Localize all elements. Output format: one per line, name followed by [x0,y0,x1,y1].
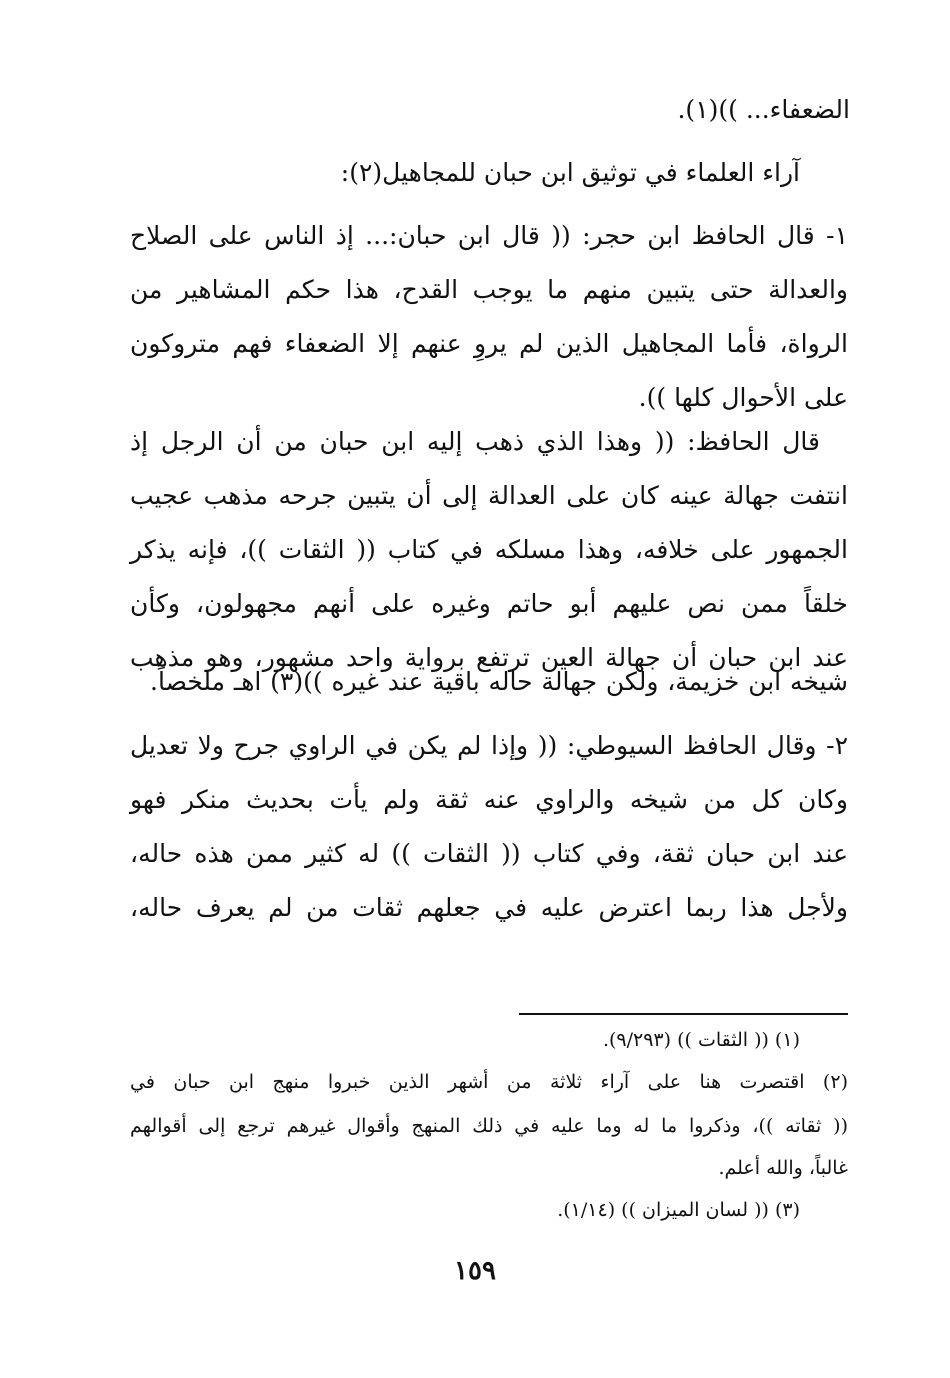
text-line: ١- قال الحافظ ابن حجر: (( قال ابن حبان:... إذ الناس على الصلاح [130,221,848,250]
text-line: ٢- وقال الحافظ السيوطي: (( وإذا لم يكن في الراوي جرح ولا تعديل [130,731,848,760]
text-line: خلقاً ممن نص عليهم أبو حاتم وغيره على أنهم مجهولون، وكأن [130,589,848,618]
text-line: على الأحوال كلها )). [638,383,848,412]
text-line: وكان كل من شيخه والراوي عنه ثقة ولم يأت بحديث منكر فهو [130,785,848,814]
text-line: شيخه ابن خزيمة، ولكن جهالة حاله باقية عند غيره ))(٣) اهـ ملخصاً. [150,667,848,696]
text-line: قال الحافظ: (( وهذا الذي ذهب إليه ابن حبان من أن الرجل إذ [130,427,820,456]
text-line: والعدالة حتى يتبين منهم ما يوجب القدح، هذا حكم المشاهير من [130,275,848,304]
text-line: عند ابن حبان ثقة، وفي كتاب (( الثقات )) له كثير ممن هذه حاله، [130,839,848,868]
text-line: عند ابن حبان أن جهالة العين ترتفع برواية واحد مشهور، وهو مذهب [130,643,848,672]
text-line: ولأجل هذا ربما اعترض عليه في جعلهم ثقات من لم يعرف حاله، [130,893,848,922]
text-line: الرواة، فأما المجاهيل الذين لم يروِ عنهم إلا الضعفاء فهم متروكون [130,329,848,358]
section-heading: آراء العلماء في توثيق ابن حبان للمجاهيل(٢): [340,158,800,187]
text-line: الجمهور على خلافه، وهذا مسلكه في كتاب (( الثقات ))، فإنه يذكر [130,535,848,564]
footnote: (٣) (( لسان الميزان )) (١/١٤). [557,1199,800,1221]
footnote: (٢) اقتصرت هنا على آراء ثلاثة من أشهر الذين خبروا منهج ابن حبان في [130,1071,848,1093]
page-number: ١٥٩ [454,1256,496,1286]
footnote-divider [519,1013,848,1015]
text-line: انتفت جهالة عينه كان على العدالة إلى أن يتبين جرحه مذهب عجيب [130,481,848,510]
continuation-line: الضعفاء... ))(١). [677,95,850,124]
footnote: (١) (( الثقات )) (٩/٢٩٣). [602,1029,800,1051]
footnote: (( ثقاته ))، وذكروا ما له وما عليه في ذلك المنهج وأقوال غيرهم ترجع إلى أقوالهم [130,1115,848,1137]
footnote: غالباً، والله أعلم. [718,1157,848,1179]
